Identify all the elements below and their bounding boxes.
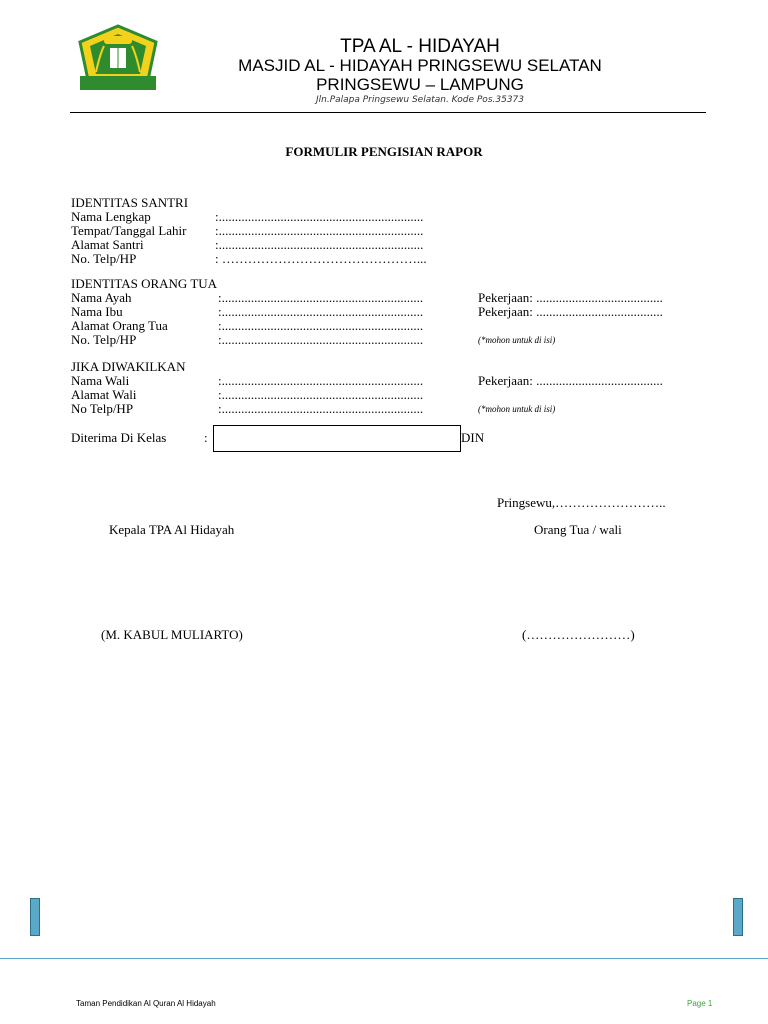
page-number: Page 1 <box>687 999 713 1008</box>
kelas-input-box[interactable] <box>213 425 461 452</box>
field-label: Alamat Orang Tua <box>71 318 168 333</box>
field-value[interactable]: :............................................................... <box>215 209 424 224</box>
right-signatory-name[interactable]: (……………………) <box>522 627 635 642</box>
field-label: No Telp/HP <box>71 401 134 416</box>
kelas-colon: : <box>204 430 208 445</box>
header-divider <box>70 112 706 113</box>
right-accent-bar <box>733 898 743 936</box>
header-address: Jln.Palapa Pringsewu Selatan. Kode Pos.35373 <box>315 95 524 105</box>
place-date[interactable]: Pringsewu,…………………….. <box>497 495 666 510</box>
header-line3: PRINGSEWU – LAMPUNG <box>316 75 524 94</box>
field-label: Nama Wali <box>71 373 130 388</box>
field-value[interactable]: : ………………………………………... <box>215 251 427 266</box>
field-value[interactable]: :.............................................................. <box>218 401 424 416</box>
field-label: Tempat/Tanggal Lahir <box>71 223 187 238</box>
field-label: No. Telp/HP <box>71 332 137 347</box>
form-title: FORMULIR PENGISIAN RAPOR <box>285 144 483 159</box>
field-value[interactable]: :.............................................................. <box>218 373 424 388</box>
tpa-logo <box>76 24 160 94</box>
kelas-label: Diterima Di Kelas <box>71 430 167 445</box>
field-label: Nama Ibu <box>71 304 123 319</box>
section-heading-orang-tua: IDENTITAS ORANG TUA <box>71 276 218 291</box>
field-label: Nama Ayah <box>71 290 132 305</box>
header-line1: TPA AL - HIDAYAH <box>340 36 500 57</box>
left-accent-bar <box>30 898 40 936</box>
footer-left: Taman Pendidikan Al Quran Al Hidayah <box>76 999 216 1008</box>
field-label: Alamat Santri <box>71 237 144 252</box>
field-value[interactable]: :............................................................... <box>215 237 424 252</box>
field-label: Nama Lengkap <box>71 209 151 224</box>
section-heading-santri: IDENTITAS SANTRI <box>71 195 189 210</box>
right-role: Orang Tua / wali <box>534 522 622 537</box>
footer-divider <box>0 958 768 959</box>
field-pekerjaan[interactable]: Pekerjaan: ....................................... <box>478 304 663 319</box>
field-value[interactable]: :.............................................................. <box>218 318 424 333</box>
kelas-suffix: DIN <box>461 430 485 445</box>
header-line2: MASJID AL - HIDAYAH PRINGSEWU SELATAN <box>238 56 602 75</box>
field-value[interactable]: :............................................................... <box>215 223 424 238</box>
field-value[interactable]: :.............................................................. <box>218 387 424 402</box>
field-value[interactable]: :.............................................................. <box>218 332 424 347</box>
section-heading-wali: JIKA DIWAKILKAN <box>71 359 186 374</box>
field-note: (*mohon untuk di isi) <box>478 404 556 414</box>
field-pekerjaan[interactable]: Pekerjaan: ....................................... <box>478 373 663 388</box>
field-pekerjaan[interactable]: Pekerjaan: ....................................... <box>478 290 663 305</box>
field-note: (*mohon untuk di isi) <box>478 335 556 345</box>
field-value[interactable]: :.............................................................. <box>218 290 424 305</box>
left-role: Kepala TPA Al Hidayah <box>109 522 235 537</box>
field-value[interactable]: :.............................................................. <box>218 304 424 319</box>
field-label: Alamat Wali <box>71 387 137 402</box>
field-label: No. Telp/HP <box>71 251 137 266</box>
left-signatory-name: (M. KABUL MULIARTO) <box>101 627 243 642</box>
